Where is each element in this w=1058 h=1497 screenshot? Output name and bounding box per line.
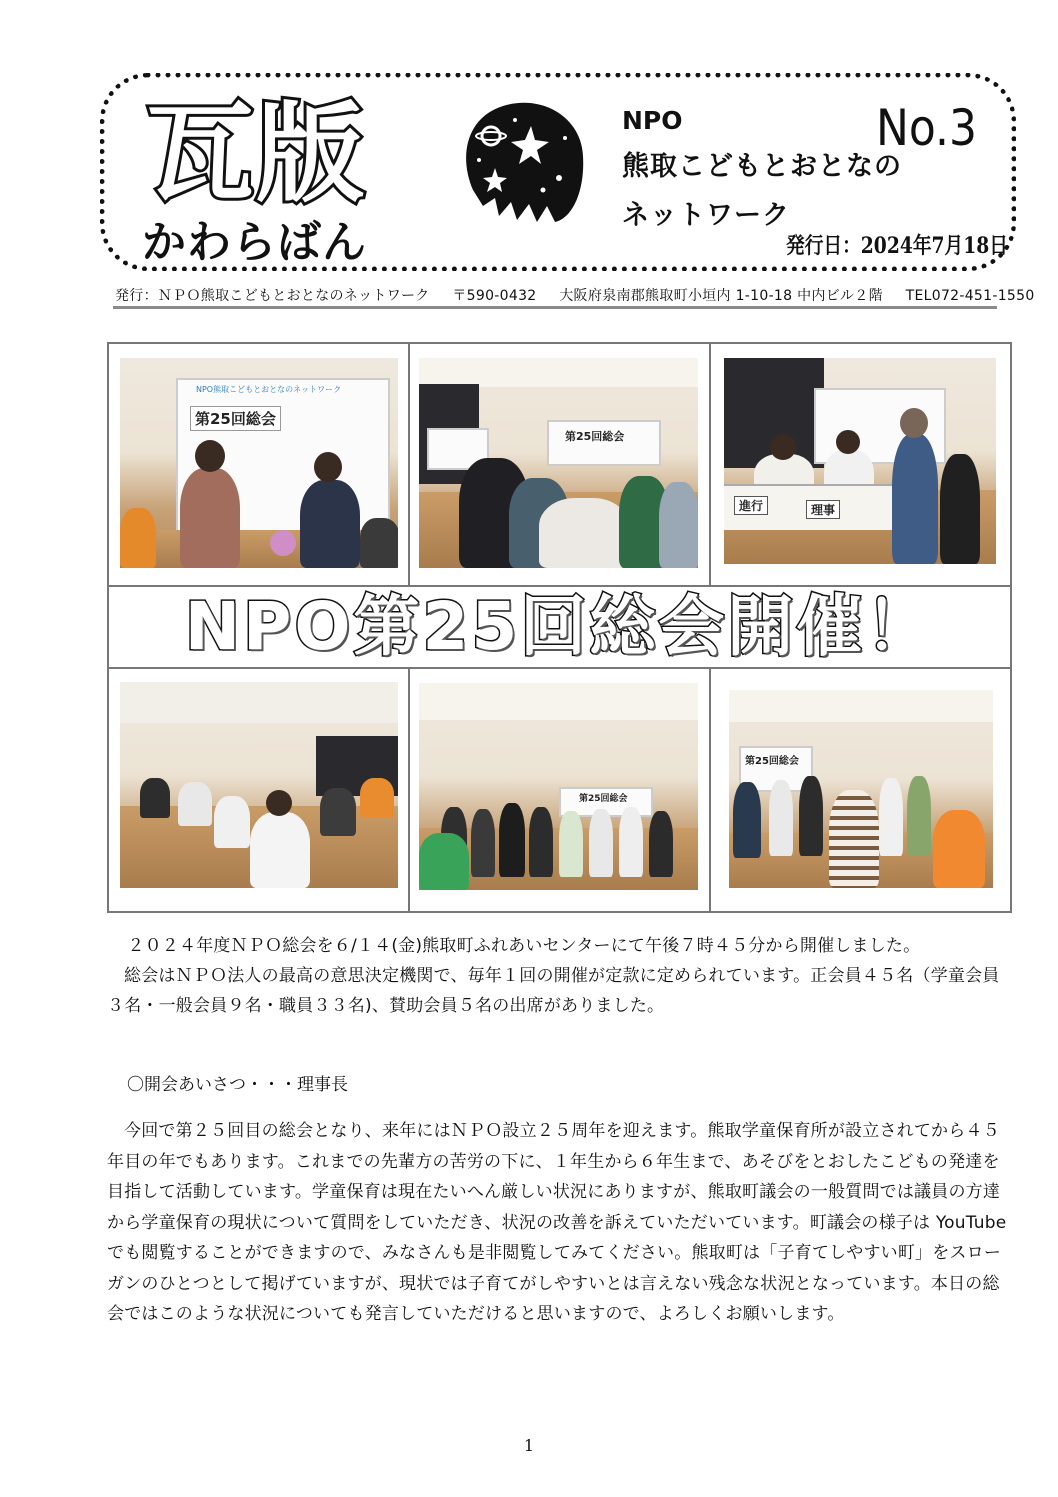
issue-date: 発行日：2024年7月18日 bbox=[786, 233, 1008, 259]
board-sign: 第25回総会 bbox=[190, 406, 281, 431]
board-sign: 第25回総会 bbox=[579, 794, 628, 804]
photo-speaker-table bbox=[724, 358, 996, 564]
page-number: 1 bbox=[523, 1436, 535, 1455]
frame-divider bbox=[408, 667, 410, 913]
photo-meeting-hall bbox=[419, 358, 698, 568]
sign-moderator: 進行 bbox=[734, 496, 768, 515]
banner-text: NPO熊取こどもとおとなのネットワーク bbox=[196, 385, 342, 394]
photo-staff-lineup bbox=[419, 683, 698, 890]
article-intro bbox=[107, 931, 1012, 1021]
org-type: NPO bbox=[622, 106, 683, 135]
logo-subtitle: かわらばん bbox=[142, 217, 367, 268]
publisher-address: 大阪府泉南郡熊取町小垣内 1-10-18 中内ビル２階 bbox=[559, 288, 883, 304]
publisher-name: 発行：ＮＰＯ熊取こどもとおとなのネットワーク bbox=[115, 288, 430, 304]
logo-badge-icon bbox=[455, 98, 589, 230]
photo-members-group bbox=[729, 690, 993, 888]
header-divider bbox=[113, 306, 997, 309]
publisher-postal: 〒590-0432 bbox=[452, 288, 537, 304]
members-paragraph: 総会はＮＰＯ法人の最高の意思決定機関で、毎年１回の開催が定款に定められています。正会員４５名（学童会員３名・一般会員９名・職員３３名)、賛助会員５名の出席がありました。 bbox=[107, 966, 1000, 1016]
frame-divider bbox=[408, 342, 410, 585]
greeting-paragraph: 今回で第２５回目の総会となり、来年にはＮＰＯ設立２５周年を迎えます。熊取学童保育所が設立されてから４５年目の年でもあります。これまでの先輩方の苦労の下に、１年生から６年生まで、あそびをとおしたこどもの発達を目指して活動しています。学童保育は現在たいへん厳しい状況にありますが、熊取町議会の一般質問では議員の方達から学童保育の現状について質問をしていただき、状況の改善を訴えていただいています。町議会の様子は YouTube でも閲覧することができますので、みなさんも是非閲覧してみてください。熊取町は「子育てしやすい町」をスローガンのひとつとして掲げていますが、現状では子育てがしやすいとは言えない残念な状況となっています。本日の総会ではこのような状況についても発言していただけると思いますので、よろしくお願いします。 bbox=[107, 1121, 1007, 1324]
photo-audience-wide bbox=[120, 682, 398, 888]
issue-number: No.3 bbox=[876, 99, 978, 157]
chairman-greeting bbox=[107, 1116, 1012, 1330]
photo-chairman-speech bbox=[120, 358, 398, 568]
frame-divider bbox=[709, 342, 711, 585]
frame-divider-bottom bbox=[107, 667, 1012, 669]
intro-paragraph: ２０２４年度ＮＰＯ総会を６/１４(金)熊取町ふれあいセンターにて午後７時４５分から開催しました。 bbox=[127, 936, 921, 956]
section-heading: 〇開会あいさつ・・・理事長 bbox=[127, 1075, 348, 1095]
logo-title: 瓦版 bbox=[146, 92, 367, 217]
org-name-line2: ネットワーク bbox=[622, 200, 790, 231]
board-sign: 第25回総会 bbox=[565, 430, 625, 443]
org-name-line1: 熊取こどもとおとなの bbox=[622, 151, 902, 182]
sign-director: 理事 bbox=[806, 500, 840, 519]
board-sign: 第25回総会 bbox=[745, 756, 799, 767]
publisher-line bbox=[115, 285, 1035, 305]
headline: NPO第25回総会開催！ bbox=[184, 588, 935, 665]
frame-divider bbox=[709, 667, 711, 913]
publisher-tel: TEL072-451-1550 bbox=[905, 288, 1035, 304]
